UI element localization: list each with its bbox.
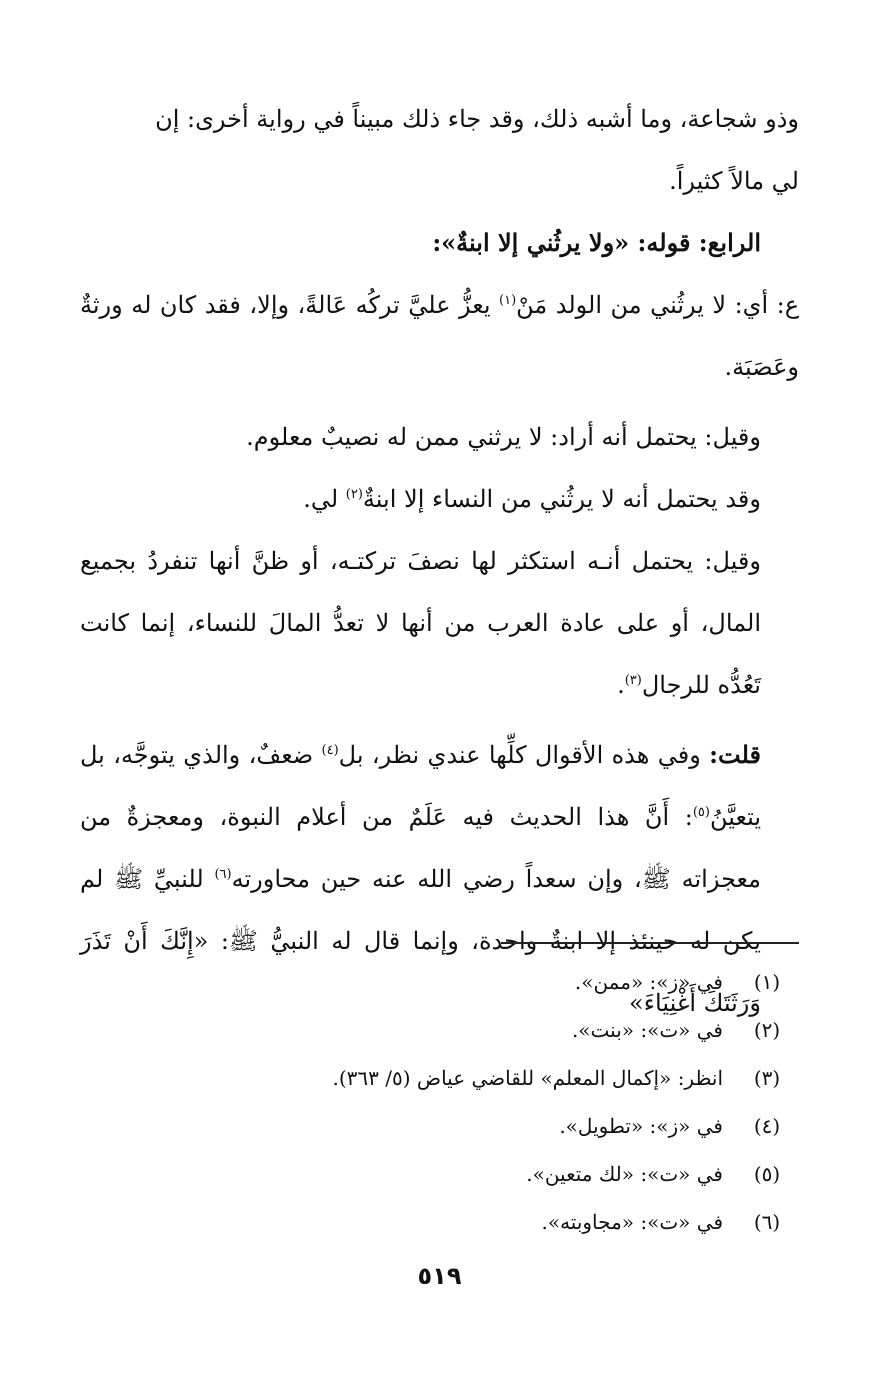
paragraph-5-part-b: لي. — [303, 485, 346, 513]
paragraph-5-part-a: وقد يحتمل أنه لا يرثُني من النساء إلا ابنةٌ — [362, 485, 761, 513]
paragraph-3-part-b: يعزُّ عليَّ تركُه عَالةً، وإلا، فقد كان له ورثةٌ وعَصَبَة. — [80, 291, 799, 381]
footnote-divider — [501, 942, 799, 944]
footnote-ref-5: (٥) — [692, 805, 710, 820]
footnote-ref-6: (٦) — [214, 867, 232, 882]
paragraph-3-part-a: ع: أي: لا يرثُني من الولد مَنْ — [516, 291, 800, 319]
footnote-text: في «ز»: «تطويل». — [559, 1114, 723, 1138]
footnote-text: في «ت»: «بنت». — [571, 1018, 723, 1042]
paragraph-7-part-c: : أَنَّ هذا الحديث فيه عَلَمٌ من أعلام النبوة، ومعجزةٌ من معجزاته ﷺ، وإن سعداً رضي الله عنه حين محاورته — [80, 803, 761, 893]
footnote-ref-3: (٣) — [624, 673, 642, 688]
paragraph-1 — [80, 88, 799, 212]
paragraph-6 — [80, 530, 799, 716]
paragraph-3 — [80, 274, 799, 398]
qult-label: قلت: — [709, 740, 762, 769]
footnote-number: (٦) — [753, 1210, 781, 1234]
footnote-item — [80, 958, 799, 1006]
footnote-number: (٥) — [753, 1162, 781, 1186]
page-number: ٥١٩ — [417, 1262, 462, 1290]
paragraph-6-part-a: وقيل: يحتمل أنـه استكثر لها نصفَ تركتـه، أو ظنَّ أنها تنفردُ بجميع المال، أو على عادة العرب من أنها لا تعدُّ المالَ للنساء، إنما كانت تَعُدُّه للرجال — [80, 547, 761, 699]
paragraph-1-line-1: وذو شجاعة، وما أشبه ذلك، وقد جاء ذلك مبيناً في رواية أخرى: إن — [155, 105, 799, 133]
paragraph-1-line-2: لي مالاً كثيراً. — [669, 167, 799, 195]
footnote-ref-4: (٤) — [321, 743, 339, 758]
footnote-item — [80, 1102, 799, 1150]
paragraph-5 — [80, 468, 799, 530]
footnote-number: (٢) — [753, 1018, 781, 1042]
section-heading: الرابع: قوله: «ولا يرثُني إلا ابنةٌ»: — [432, 228, 761, 257]
footnote-text: انظر: «إكمال المعلم» للقاضي عياض (٥/ ٣٦٣). — [332, 1066, 723, 1090]
footnote-ref-2: (٢) — [345, 487, 363, 502]
footnote-item — [80, 1006, 799, 1054]
main-text — [80, 88, 799, 1034]
footnote-item — [80, 1054, 799, 1102]
footnote-number: (١) — [753, 970, 781, 994]
paragraph-6-part-b: . — [617, 671, 625, 699]
footnote-number: (٤) — [753, 1114, 781, 1138]
paragraph-7-part-a: وفي هذه الأقوال كلِّها عندي نظر، بل — [338, 741, 710, 769]
footnote-item — [80, 1150, 799, 1198]
footnote-text: في «ت»: «مجاوبته». — [541, 1210, 723, 1234]
paragraph-7-part-d: للنبيِّ ﷺ لم يكن له حينئذ إلا ابنةٌ واحدة، وإنما قال له النبيُّ ﷺ: «إِنَّكَ أَنْ تَذَرَ وَرَثَتَكَ أَغْنِيَاءَ» — [80, 865, 761, 1017]
paragraph-7-part-b: ضعفٌ، والذي يتوجَّه، بل يتعيَّنُ — [80, 741, 761, 831]
footnote-number: (٣) — [753, 1066, 781, 1090]
footnote-text: في «ز»: «ممن». — [574, 970, 723, 994]
footnotes — [80, 958, 799, 1246]
footnote-item — [80, 1198, 799, 1246]
paragraph-4: وقيل: يحتمل أنه أراد: لا يرثني ممن له نصيبٌ معلوم. — [246, 423, 761, 451]
footnote-text: في «ت»: «لك متعين». — [526, 1162, 723, 1186]
footnote-ref-1: (١) — [499, 293, 517, 308]
